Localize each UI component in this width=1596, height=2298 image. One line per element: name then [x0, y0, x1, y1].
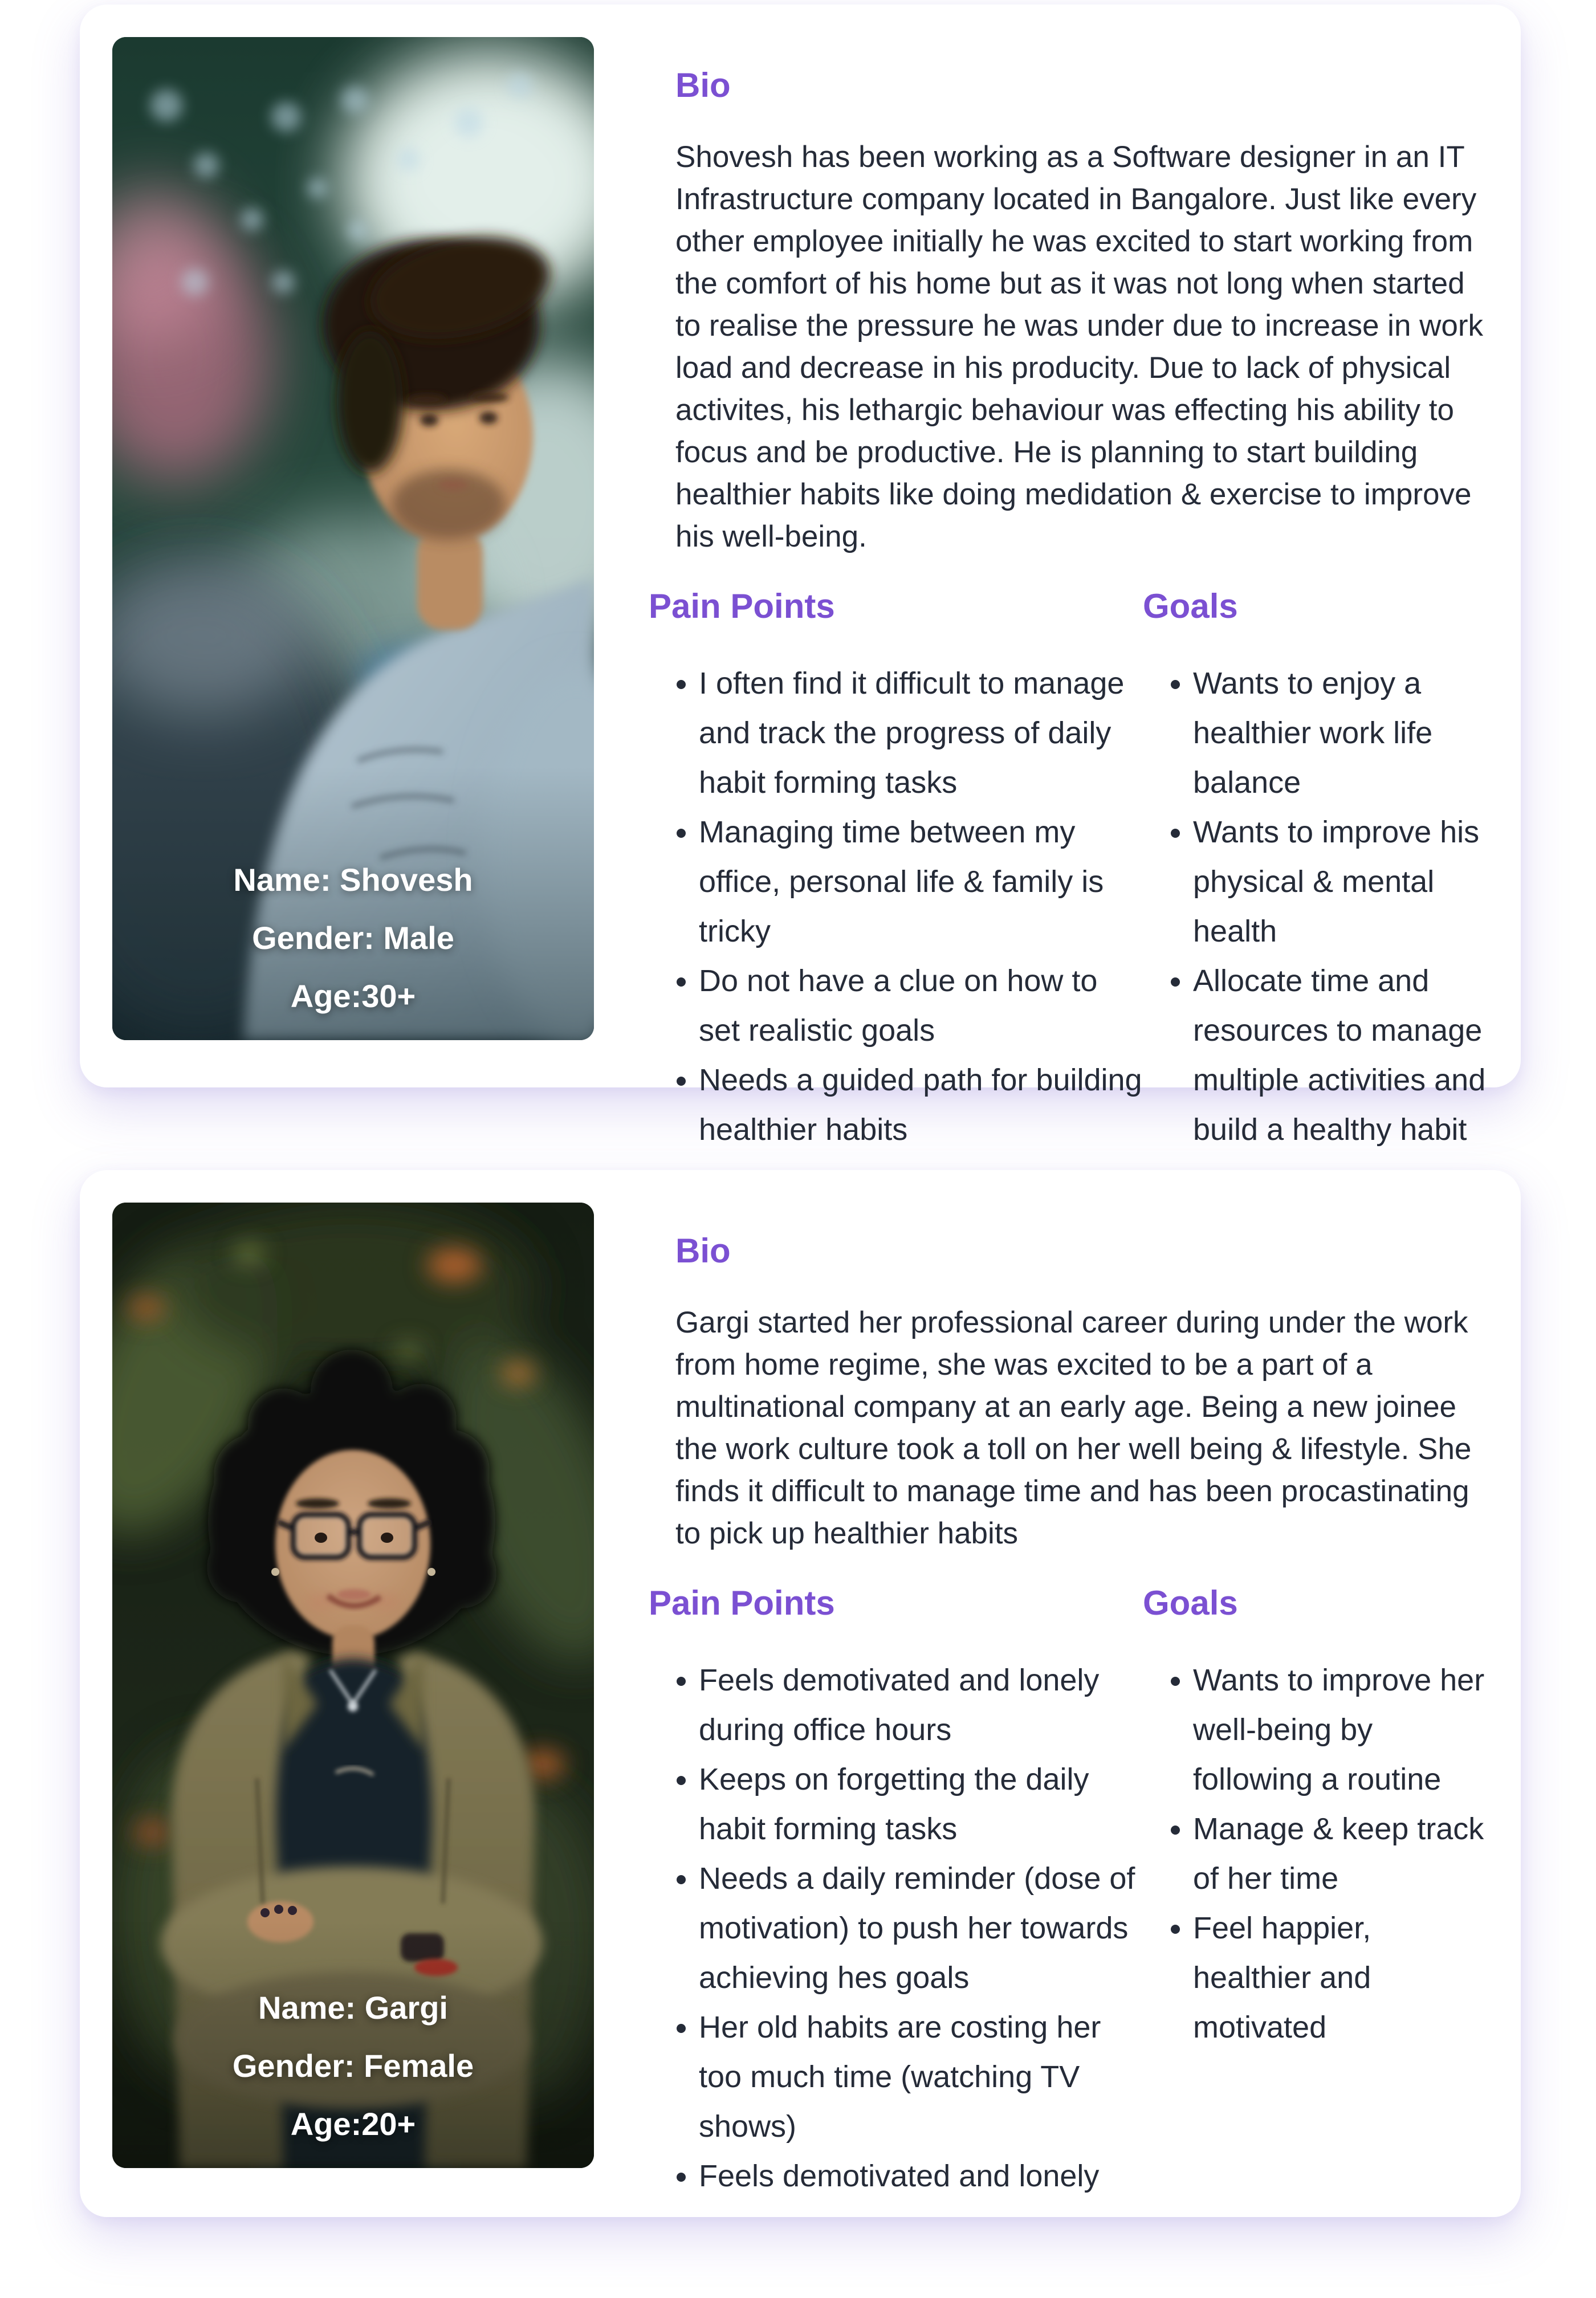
photo-age-label: Age:20+	[290, 2106, 416, 2142]
goals-list	[1143, 1656, 1488, 2052]
goal-item: • Allocate time and resources to manage multiple activities and build a healthy habit	[1193, 956, 1488, 1155]
goal-item: • Manage & keep track of her time	[1193, 1804, 1488, 1904]
goal-item: • Wants to improve her well-being by following a routine	[1193, 1656, 1488, 1804]
pain-points-list	[649, 659, 1143, 1155]
goals-list	[1143, 659, 1488, 1155]
photo-caption	[112, 851, 594, 1025]
pain-goals-columns	[649, 1583, 1488, 2201]
photo-gender-label: Gender: Female	[232, 2048, 474, 2084]
persona-photo	[112, 1203, 594, 2168]
pain-points-section	[649, 1583, 1143, 2201]
bio-section	[675, 1231, 1488, 1555]
pain-point-item: • Needs a daily reminder (dose of motivation) to push her towards achieving hes goals	[699, 1854, 1143, 2003]
pain-point-item: • Managing time between my office, personal life & family is tricky	[699, 808, 1143, 956]
goal-item: • Wants to enjoy a healthier work life balance	[1193, 659, 1488, 808]
goals-heading: Goals	[1143, 1584, 1238, 1622]
photo-age-label: Age:30+	[290, 978, 416, 1014]
pain-points-heading: Pain Points	[649, 587, 835, 625]
photo-name-label: Name: Shovesh	[233, 862, 473, 898]
bio-text: Shovesh has been working as a Software designer in an IT Infrastructure company located in Bangalore. Just like every other employee initially he was excited to start working from the comfort of his home but as it was not long when started to realise the pressure he was under due to increase in work load and decrease in his producity. Due to lack of physical activites, his lethargic behaviour was effecting his ability to focus and be productive. He is planning to start building healthier habits like doing medidation & exercise to improve his well-being.	[675, 140, 1484, 553]
pain-goals-columns	[649, 586, 1488, 1155]
persona-photo	[112, 37, 594, 1040]
persona-card-gargi	[80, 1170, 1521, 2217]
persona-card-shovesh	[80, 5, 1521, 1147]
photo-name-label: Name: Gargi	[258, 1990, 448, 2026]
pain-point-item: • Feels demotivated and lonely during office hours	[699, 1656, 1143, 1755]
goals-section	[1143, 1583, 1488, 2201]
pain-point-item: • I often find it difficult to manage and track the progress of daily habit forming tasks	[699, 659, 1143, 808]
pain-points-heading: Pain Points	[649, 1584, 835, 1622]
photo-caption	[112, 1979, 594, 2153]
goals-heading: Goals	[1143, 587, 1238, 625]
pain-point-item: • Keeps on forgetting the daily habit forming tasks	[699, 1755, 1143, 1854]
pain-points-list	[649, 1656, 1143, 2201]
pain-point-item: • Needs a guided path for building healthier habits	[699, 1056, 1143, 1155]
pain-point-item: • Feels demotivated and lonely	[699, 2152, 1143, 2201]
goal-item: • Wants to improve his physical & mental health	[1193, 808, 1488, 956]
goal-item: • Feel happier, healthier and motivated	[1193, 1904, 1488, 2052]
pain-points-section	[649, 586, 1143, 1155]
bio-text: Gargi started her professional career during under the work from home regime, she was excited to be a part of a multinational company at an early age. Being a new joinee the work culture took a toll on her well being & lifestyle. She finds it difficult to manage time and has been procastinating to pick up healthier habits	[675, 1306, 1472, 1550]
persona-details	[649, 66, 1488, 1155]
goals-section	[1143, 586, 1488, 1155]
bio-heading: Bio	[675, 1232, 731, 1270]
pain-point-item: • Do not have a clue on how to set realistic goals	[699, 956, 1143, 1056]
persona-details	[649, 1231, 1488, 2201]
bio-section	[675, 66, 1488, 558]
bio-heading: Bio	[675, 66, 731, 104]
pain-point-item: • Her old habits are costing her too much time (watching TV shows)	[699, 2003, 1143, 2152]
photo-gender-label: Gender: Male	[252, 920, 454, 956]
